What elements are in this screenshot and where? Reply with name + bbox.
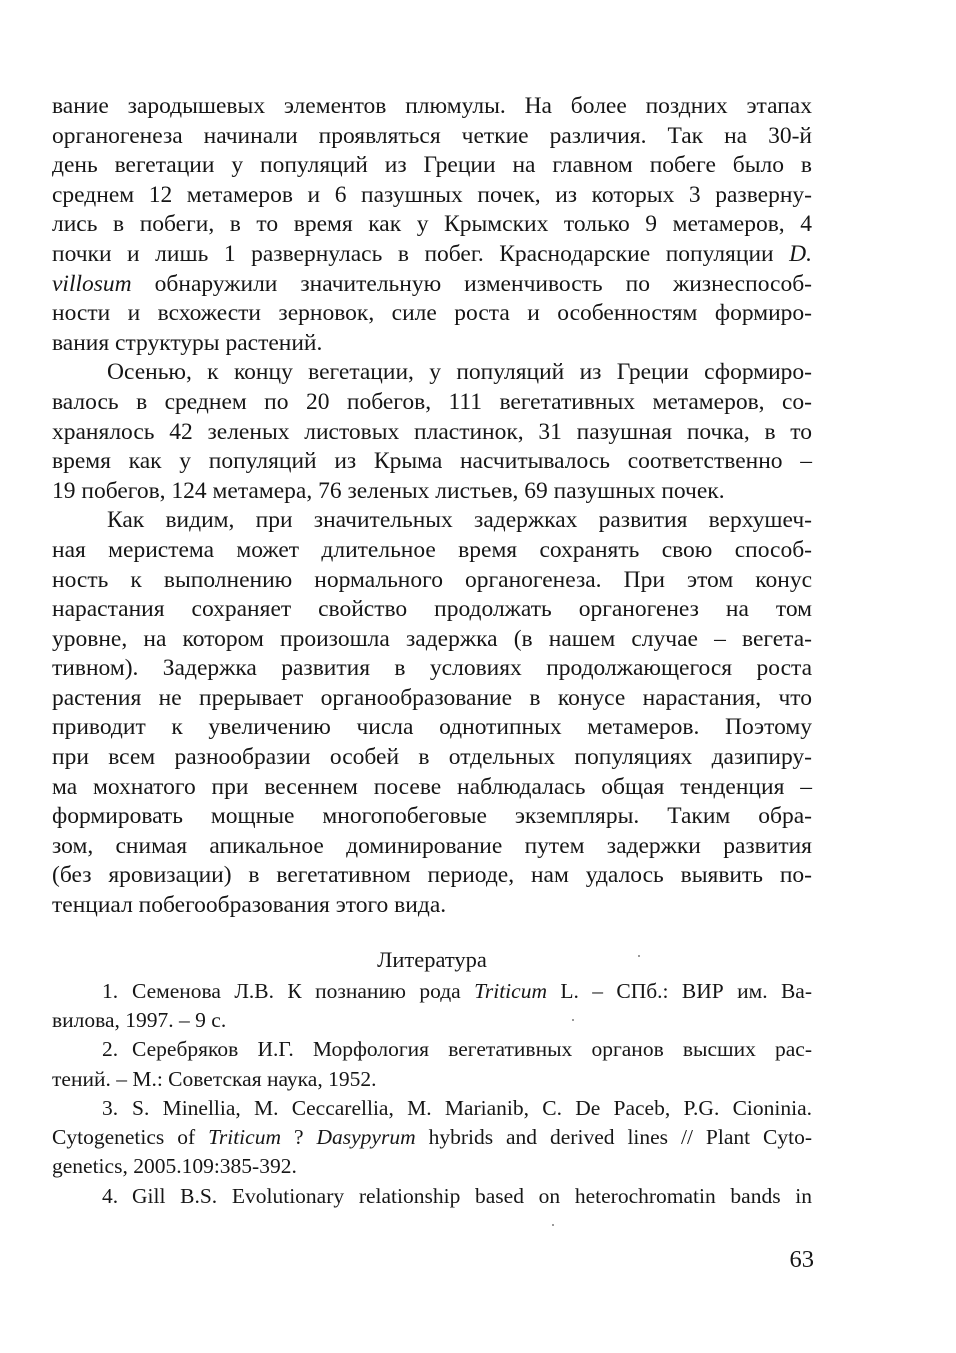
text-line: валось в среднем по 20 побегов, 111 вегетативных метамеров, со- [52,388,812,415]
text-segment: Серебряков И.Г. Морфология вегетативных органов высших рас- [132,1037,812,1062]
reference-line [52,1035,812,1064]
text-line: день вегетации у популяций из Греции на главном побеге было в [52,152,812,179]
text-line: среднем 12 метамеров и 6 пазушных почек, из которых 3 разверну- [52,181,812,208]
text-segment: обнаружили значительную изменчивость по жизнеспособ- [154,270,812,297]
genus-name-italic: Dasypyrum [316,1125,416,1150]
text-line: нарастания сохраняет свойство продолжать органогенез на том [52,596,812,623]
text-line: органогенеза начинали проявляться четкие различия. Так на 30-й [52,122,812,149]
scan-speck [552,1224,554,1226]
text-line: время как у популяций из Крыма насчитывалось соответственно – [52,448,812,475]
text-line: ма мохнатого при весеннем посеве наблюдалась общая тенденция – [52,773,812,800]
reference-line: тений. – М.: Советская наука, 1952. [52,1066,377,1091]
reference-number: 2. [102,1037,119,1062]
text-line: вания структуры растений. [52,329,323,356]
text-line: растения не прерывает органообразование в конусе нарастания, что [52,684,812,711]
text-line: зом, снимая апикальное доминирование путем задержки развития [52,832,812,859]
reference-line [52,1094,812,1123]
genus-name-italic: Triticum [208,1125,281,1150]
text-line: уровне, на котором произошла задержка (в нашем случае – вегета- [52,625,812,652]
text-line: (без яровизации) в вегетативном периоде, нам удалось выявить по- [52,862,812,889]
reference-number: 1. [102,978,119,1003]
text-line: тивном). Задержка развития в условиях продолжающегося роста [52,655,812,682]
reference-item-3 [52,1094,812,1182]
reference-line [52,977,812,1006]
main-text [52,92,812,1211]
species-name-italic: D. [789,240,812,267]
reference-line: genetics, 2005.109:385-392. [52,1154,297,1179]
text-line: 19 побегов, 124 метамера, 76 зеленых листьев, 69 пазушных почек. [52,477,725,504]
text-line: лись в побеги, в то время как у Крымских только 9 метамеров, 4 [52,211,812,238]
text-segment: Gill B.S. Evolutionary relationship based on heterochromatin bands in [132,1183,812,1208]
scan-speck [572,1019,574,1021]
text-line: Как видим, при значительных задержках развития верхушеч- [107,507,812,534]
text-line: хранялось 42 зеленых листовых пластинок, 31 пазушная почка, в то [52,418,812,445]
paragraph-1 [52,92,812,358]
text-line [52,270,812,300]
reference-item-2 [52,1035,812,1094]
text-line: тенциал побегообразования этого вида. [52,892,447,919]
reference-list [52,977,812,1211]
reference-number: 4. [102,1183,119,1208]
text-line [52,240,812,270]
reference-item-4 [52,1182,812,1211]
text-segment: Семенова Л.В. К познанию рода [132,978,461,1003]
text-segment: ? [293,1125,304,1150]
reference-item-1 [52,977,812,1036]
text-segment: L. – СПб.: ВИР им. Ва- [560,978,812,1003]
text-line: приводит к увеличению числа однотипных метамеров. Поэтому [52,714,812,741]
text-line: при всем разнообразии особей в отдельных популяциях дазипиру- [52,744,812,771]
text-line: ность к выполнению нормального органогенеза. При этом конус [52,566,812,593]
text-line: ная меристема может длительное время сохранять свою способ- [52,536,812,563]
text-segment: почки и лишь 1 развернулась в побег. Краснодарские популяции [52,240,774,267]
paragraph-3 [52,506,812,920]
text-segment: hybrids and derived lines // Plant Cyto- [428,1125,813,1150]
text-segment: S. Minellia, M. Ceccarellia, M. Marianib, C. De Paceb, P.G. Cioninia. [132,1095,812,1120]
text-line: вание зародышевых элементов плюмулы. На более поздних этапах [52,93,812,119]
text-line: формировать мощные многопобеговые экземпляры. Таким обра- [52,803,812,830]
page-number: 63 [789,1246,814,1273]
reference-line [52,1182,812,1211]
species-name-italic: villosum [52,270,132,297]
reference-line: вилова, 1997. – 9 с. [52,1007,227,1032]
paragraph-2 [52,358,812,506]
text-line: ности и всхожести зерновок, силе роста и особенностям формиро- [52,300,812,327]
text-line: Осенью, к концу вегетации, у популяций из Греции сформиро- [107,359,812,386]
reference-line [52,1123,812,1152]
genus-name-italic: Triticum [474,978,547,1003]
references-heading: Литература [377,946,487,972]
text-segment: Cytogenetics of [52,1125,196,1150]
reference-number: 3. [102,1095,119,1120]
scan-speck [638,955,640,957]
